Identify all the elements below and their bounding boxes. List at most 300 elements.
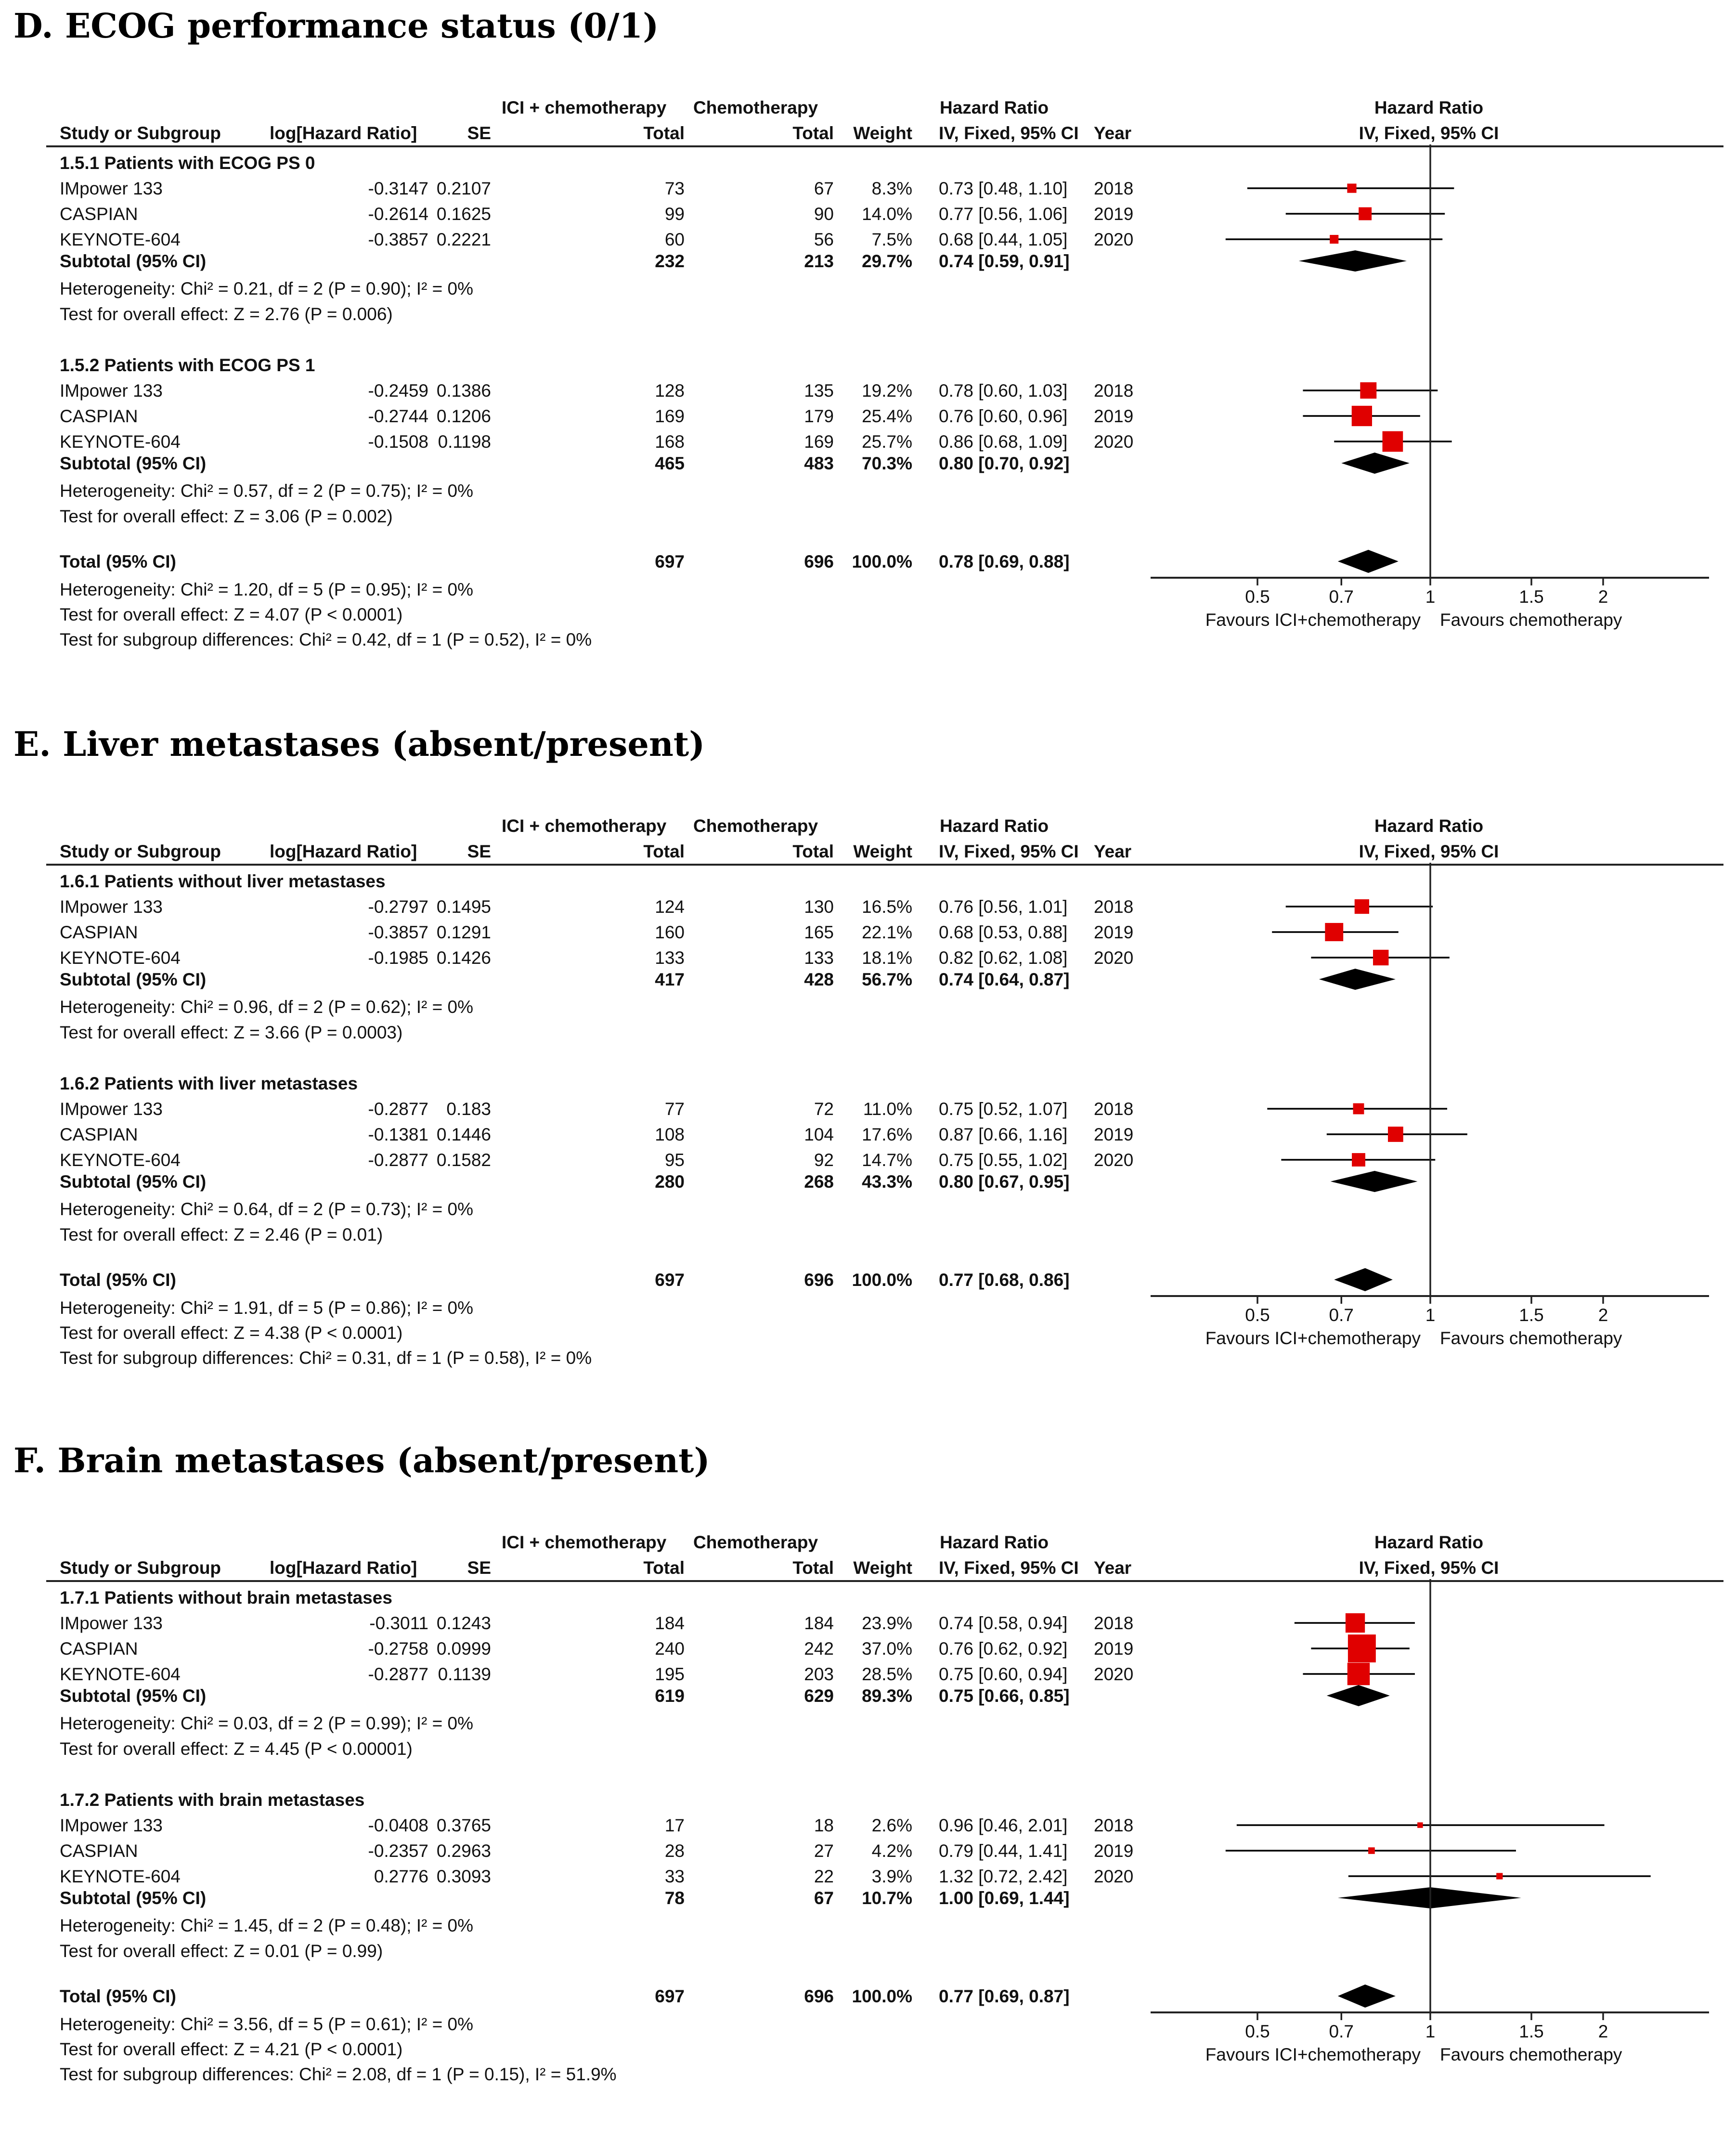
chemo-total-value: 56 (814, 230, 834, 249)
ici-total-value: 60 (664, 230, 685, 249)
chemo-total-header: Total (792, 842, 834, 861)
study-marker (1352, 1153, 1365, 1167)
hr-method-header: IV, Fixed, 95% CI (939, 123, 1079, 143)
year-header: Year (1094, 842, 1132, 861)
loghr-value: -0.3857 (368, 230, 428, 249)
subtotal-weight: 29.7% (862, 251, 912, 271)
subtotal-chemo-total: 483 (804, 454, 834, 473)
favours-left-label: Favours ICI+chemotherapy (1205, 2045, 1421, 2064)
year-value: 2020 (1094, 1150, 1134, 1170)
tick-label: 0.5 (1245, 1305, 1270, 1325)
ci-value: 0.75 [0.60, 0.94] (939, 1664, 1068, 1684)
subtotal-label: Subtotal (95% CI) (60, 251, 207, 271)
study-header: Study or Subgroup (60, 842, 221, 861)
se-value: 0.2107 (436, 179, 491, 198)
heterogeneity-text: Heterogeneity: Chi² = 1.45, df = 2 (P = 0.48); I² = 0% (60, 1916, 474, 1935)
chemo-total-value: 130 (804, 897, 834, 917)
subtotal-diamond (1319, 969, 1396, 990)
se-header: SE (467, 123, 491, 143)
se-value: 0.183 (446, 1099, 491, 1119)
subtotal-label: Subtotal (95% CI) (60, 1172, 207, 1192)
se-header: SE (467, 1558, 491, 1578)
ci-value: 0.77 [0.56, 1.06] (939, 204, 1068, 224)
heterogeneity-text: Heterogeneity: Chi² = 0.57, df = 2 (P = 0.75); I² = 0% (60, 481, 474, 501)
chemo-total-value: 179 (804, 406, 834, 426)
se-value: 0.1243 (436, 1613, 491, 1633)
loghr-value: -0.2614 (368, 204, 428, 224)
se-value: 0.3093 (436, 1867, 491, 1886)
year-value: 2019 (1094, 922, 1134, 942)
subtotal-label: Subtotal (95% CI) (60, 970, 207, 989)
study-marker (1496, 1873, 1503, 1879)
study-marker (1373, 950, 1388, 965)
study-name: IMpower 133 (60, 897, 163, 917)
ici-total-value: 184 (655, 1613, 685, 1633)
total-chemo: 696 (804, 1986, 834, 2006)
subtotal-chemo-total: 629 (804, 1686, 834, 1706)
study-marker (1360, 382, 1376, 399)
footer-text: Test for subgroup differences: Chi² = 0.31, df = 1 (P = 0.58), I² = 0% (60, 1348, 592, 1368)
chemo-total-value: 104 (804, 1125, 834, 1144)
tick-label: 1 (1425, 1305, 1436, 1325)
study-marker (1352, 406, 1372, 426)
se-value: 0.1426 (436, 948, 491, 968)
loghr-value: -0.1985 (368, 948, 428, 968)
loghr-value: -0.2459 (368, 381, 428, 401)
year-value: 2019 (1094, 1841, 1134, 1861)
panel-title: D. ECOG performance status (0/1) (13, 6, 659, 46)
ici-total-value: 160 (655, 922, 685, 942)
subtotal-label: Subtotal (95% CI) (60, 454, 207, 473)
chemo-group-header: Chemotherapy (693, 1532, 818, 1552)
subtotal-chemo-total: 213 (804, 251, 834, 271)
weight-value: 23.9% (862, 1613, 912, 1633)
se-value: 0.2221 (436, 230, 491, 249)
study-marker (1347, 1663, 1370, 1685)
study-name: KEYNOTE-604 (60, 948, 181, 968)
favours-right-label: Favours chemotherapy (1440, 1328, 1622, 1348)
overall-effect-text: Test for overall effect: Z = 4.45 (P < 0.00001) (60, 1739, 413, 1759)
subtotal-chemo-total: 428 (804, 970, 834, 989)
weight-header: Weight (853, 1558, 912, 1578)
hr-method-header: IV, Fixed, 95% CI (939, 1558, 1079, 1578)
chemo-total-value: 72 (814, 1099, 834, 1119)
subgroup-title: 1.6.2 Patients with liver metastases (60, 1074, 358, 1093)
weight-value: 7.5% (871, 230, 912, 249)
ici-total-value: 99 (664, 204, 685, 224)
study-name: IMpower 133 (60, 179, 163, 198)
hr-method-header: IV, Fixed, 95% CI (939, 842, 1079, 861)
loghr-header: log[Hazard Ratio] (270, 842, 417, 861)
study-marker (1359, 208, 1372, 220)
ci-value: 0.73 [0.48, 1.10] (939, 179, 1068, 198)
plot-method-header: IV, Fixed, 95% CI (1359, 123, 1499, 143)
ici-total-value: 128 (655, 381, 685, 401)
year-value: 2018 (1094, 1816, 1134, 1835)
subtotal-ici-total: 619 (655, 1686, 685, 1706)
subtotal-ci: 1.00 [0.69, 1.44] (939, 1888, 1070, 1908)
total-ci: 0.77 [0.69, 0.87] (939, 1986, 1070, 2006)
ici-total-value: 169 (655, 406, 685, 426)
subtotal-ici-total: 232 (655, 251, 685, 271)
weight-value: 28.5% (862, 1664, 912, 1684)
subtotal-weight: 43.3% (862, 1172, 912, 1192)
ci-value: 0.76 [0.60, 0.96] (939, 406, 1068, 426)
ci-value: 0.74 [0.58, 0.94] (939, 1613, 1068, 1633)
plot-hr-title-header: Hazard Ratio (1374, 816, 1484, 836)
loghr-header: log[Hazard Ratio] (270, 1558, 417, 1578)
subtotal-label: Subtotal (95% CI) (60, 1686, 207, 1706)
plot-method-header: IV, Fixed, 95% CI (1359, 1558, 1499, 1578)
overall-effect-text: Test for overall effect: Z = 2.46 (P = 0.01) (60, 1225, 383, 1245)
panel-title: E. Liver metastases (absent/present) (13, 724, 705, 764)
year-value: 2018 (1094, 1613, 1134, 1633)
year-value: 2020 (1094, 230, 1134, 249)
weight-value: 3.9% (871, 1867, 912, 1886)
footer-text: Test for subgroup differences: Chi² = 2.08, df = 1 (P = 0.15), I² = 51.9% (60, 2064, 617, 2084)
subgroup-title: 1.5.1 Patients with ECOG PS 0 (60, 153, 315, 173)
total-chemo: 696 (804, 1270, 834, 1290)
ici-total-value: 33 (664, 1867, 685, 1886)
tick-label: 1.5 (1519, 2022, 1544, 2041)
year-header: Year (1094, 1558, 1132, 1578)
se-value: 0.1582 (436, 1150, 491, 1170)
tick-label: 0.7 (1329, 1305, 1354, 1325)
overall-effect-text: Test for overall effect: Z = 3.66 (P = 0.0003) (60, 1023, 403, 1042)
weight-value: 8.3% (871, 179, 912, 198)
subtotal-weight: 56.7% (862, 970, 912, 989)
subtotal-label: Subtotal (95% CI) (60, 1888, 207, 1908)
chemo-group-header: Chemotherapy (693, 98, 818, 117)
chemo-total-value: 22 (814, 1867, 834, 1886)
chemo-total-value: 135 (804, 381, 834, 401)
year-value: 2018 (1094, 179, 1134, 198)
study-name: CASPIAN (60, 204, 138, 224)
study-marker (1388, 1127, 1403, 1142)
study-marker (1348, 1634, 1376, 1662)
footer-text: Test for overall effect: Z = 4.21 (P < 0.0001) (60, 2039, 403, 2059)
subgroup-title: 1.5.2 Patients with ECOG PS 1 (60, 355, 315, 375)
se-value: 0.1495 (436, 897, 491, 917)
weight-value: 37.0% (862, 1639, 912, 1659)
weight-value: 18.1% (862, 948, 912, 968)
subtotal-chemo-total: 268 (804, 1172, 834, 1192)
footer-text: Test for subgroup differences: Chi² = 0.42, df = 1 (P = 0.52), I² = 0% (60, 630, 592, 649)
loghr-value: -0.2877 (368, 1664, 428, 1684)
weight-value: 16.5% (862, 897, 912, 917)
weight-value: 4.2% (871, 1841, 912, 1861)
chemo-group-header: Chemotherapy (693, 816, 818, 836)
subtotal-diamond (1331, 1171, 1418, 1192)
subtotal-ci: 0.75 [0.66, 0.85] (939, 1686, 1070, 1706)
footer-text: Test for overall effect: Z = 4.07 (P < 0.0001) (60, 605, 403, 624)
study-name: KEYNOTE-604 (60, 230, 181, 249)
total-ci: 0.78 [0.69, 0.88] (939, 552, 1070, 571)
ici-total-value: 108 (655, 1125, 685, 1144)
weight-value: 19.2% (862, 381, 912, 401)
overall-effect-text: Test for overall effect: Z = 3.06 (P = 0.002) (60, 506, 393, 526)
chemo-total-value: 133 (804, 948, 834, 968)
ici-total-value: 17 (664, 1816, 685, 1835)
study-name: KEYNOTE-604 (60, 1150, 181, 1170)
footer-text: Heterogeneity: Chi² = 1.20, df = 5 (P = 0.95); I² = 0% (60, 580, 474, 599)
study-name: IMpower 133 (60, 1613, 163, 1633)
loghr-header: log[Hazard Ratio] (270, 123, 417, 143)
subgroup-title: 1.7.1 Patients without brain metastases (60, 1588, 392, 1608)
total-diamond (1338, 550, 1399, 573)
heterogeneity-text: Heterogeneity: Chi² = 0.64, df = 2 (P = 0.73); I² = 0% (60, 1199, 474, 1219)
loghr-value: -0.3147 (368, 179, 428, 198)
loghr-value: -0.0408 (368, 1816, 428, 1835)
se-value: 0.1198 (438, 432, 491, 452)
study-name: CASPIAN (60, 1639, 138, 1659)
weight-header: Weight (853, 842, 912, 861)
tick-label: 0.5 (1245, 2022, 1270, 2041)
total-weight: 100.0% (852, 552, 912, 571)
study-marker (1347, 183, 1356, 193)
subtotal-ici-total: 417 (655, 970, 685, 989)
ci-value: 0.82 [0.62, 1.08] (939, 948, 1068, 968)
ci-value: 0.76 [0.56, 1.01] (939, 897, 1068, 917)
chemo-total-value: 18 (814, 1816, 834, 1835)
ci-value: 0.78 [0.60, 1.03] (939, 381, 1068, 401)
study-marker (1383, 431, 1403, 452)
hr-title-header: Hazard Ratio (940, 816, 1049, 836)
year-value: 2019 (1094, 1639, 1134, 1659)
loghr-value: -0.2877 (368, 1099, 428, 1119)
tick-label: 0.7 (1329, 587, 1354, 607)
loghr-value: -0.2877 (368, 1150, 428, 1170)
loghr-value: -0.2758 (368, 1639, 428, 1659)
loghr-value: -0.1508 (368, 432, 428, 452)
plot-method-header: IV, Fixed, 95% CI (1359, 842, 1499, 861)
tick-label: 0.7 (1329, 2022, 1354, 2041)
ici-total-value: 133 (655, 948, 685, 968)
ici-total-header: Total (643, 123, 685, 143)
year-value: 2018 (1094, 381, 1134, 401)
se-value: 0.3765 (436, 1816, 491, 1835)
year-value: 2018 (1094, 1099, 1134, 1119)
se-value: 0.1386 (436, 381, 491, 401)
study-name: CASPIAN (60, 1125, 138, 1144)
study-name: IMpower 133 (60, 381, 163, 401)
se-value: 0.1206 (436, 406, 491, 426)
total-ici: 697 (655, 552, 685, 571)
year-value: 2018 (1094, 897, 1134, 917)
tick-label: 1.5 (1519, 1305, 1544, 1325)
total-weight: 100.0% (852, 1270, 912, 1290)
hr-title-header: Hazard Ratio (940, 98, 1049, 117)
chemo-total-value: 242 (804, 1639, 834, 1659)
overall-effect-text: Test for overall effect: Z = 0.01 (P = 0.99) (60, 1941, 383, 1961)
weight-value: 25.7% (862, 432, 912, 452)
total-ici: 697 (655, 1270, 685, 1290)
ici-group-header: ICI + chemotherapy (502, 816, 667, 836)
ci-value: 1.32 [0.72, 2.42] (939, 1867, 1068, 1886)
total-label: Total (95% CI) (60, 552, 176, 571)
loghr-value: -0.3857 (368, 922, 428, 942)
ici-total-value: 124 (655, 897, 685, 917)
ici-group-header: ICI + chemotherapy (502, 98, 667, 117)
se-value: 0.0999 (436, 1639, 491, 1659)
chemo-total-value: 27 (814, 1841, 834, 1861)
ici-total-value: 73 (664, 179, 685, 198)
ci-value: 0.68 [0.44, 1.05] (939, 230, 1068, 249)
weight-value: 11.0% (863, 1099, 912, 1119)
subtotal-weight: 10.7% (862, 1888, 912, 1908)
study-name: IMpower 133 (60, 1816, 163, 1835)
loghr-value: -0.3011 (369, 1613, 428, 1633)
se-value: 0.1625 (436, 204, 491, 224)
study-name: IMpower 133 (60, 1099, 163, 1119)
se-value: 0.2963 (436, 1841, 491, 1861)
study-marker (1325, 923, 1343, 941)
plot-hr-title-header: Hazard Ratio (1374, 1532, 1484, 1552)
tick-label: 1 (1425, 2022, 1436, 2041)
hr-title-header: Hazard Ratio (940, 1532, 1049, 1552)
ici-total-value: 168 (655, 432, 685, 452)
ci-value: 0.68 [0.53, 0.88] (939, 922, 1068, 942)
study-name: KEYNOTE-604 (60, 1664, 181, 1684)
ici-total-value: 28 (664, 1841, 685, 1861)
heterogeneity-text: Heterogeneity: Chi² = 0.96, df = 2 (P = 0.62); I² = 0% (60, 997, 474, 1017)
ici-total-header: Total (643, 842, 685, 861)
subtotal-ci: 0.80 [0.70, 0.92] (939, 454, 1070, 473)
weight-value: 2.6% (871, 1816, 912, 1835)
chemo-total-value: 165 (804, 922, 834, 942)
ci-value: 0.75 [0.52, 1.07] (939, 1099, 1068, 1119)
tick-label: 2 (1598, 2022, 1608, 2041)
ici-total-value: 77 (664, 1099, 685, 1119)
loghr-value: -0.1381 (368, 1125, 428, 1144)
total-label: Total (95% CI) (60, 1270, 176, 1290)
se-value: 0.1139 (438, 1664, 491, 1684)
weight-header: Weight (853, 123, 912, 143)
study-marker (1355, 899, 1369, 914)
subtotal-weight: 89.3% (862, 1686, 912, 1706)
weight-value: 14.0% (862, 204, 912, 224)
se-value: 0.1446 (436, 1125, 491, 1144)
loghr-value: -0.2797 (368, 897, 428, 917)
study-name: CASPIAN (60, 1841, 138, 1861)
subgroup-title: 1.6.1 Patients without liver metastases (60, 871, 386, 891)
subtotal-ci: 0.74 [0.64, 0.87] (939, 970, 1070, 989)
chemo-total-value: 90 (814, 204, 834, 224)
tick-label: 1 (1425, 587, 1436, 607)
year-value: 2019 (1094, 406, 1134, 426)
year-value: 2020 (1094, 948, 1134, 968)
ici-group-header: ICI + chemotherapy (502, 1532, 667, 1552)
chemo-total-header: Total (792, 123, 834, 143)
study-marker (1330, 235, 1338, 244)
chemo-total-value: 92 (814, 1150, 834, 1170)
subtotal-ici-total: 78 (664, 1888, 685, 1908)
study-name: KEYNOTE-604 (60, 432, 181, 452)
total-chemo: 696 (804, 552, 834, 571)
total-ici: 697 (655, 1986, 685, 2006)
subtotal-ci: 0.74 [0.59, 0.91] (939, 251, 1070, 271)
weight-value: 25.4% (862, 406, 912, 426)
ci-value: 0.87 [0.66, 1.16] (939, 1125, 1068, 1144)
heterogeneity-text: Heterogeneity: Chi² = 0.03, df = 2 (P = 0.99); I² = 0% (60, 1713, 474, 1733)
ici-total-value: 240 (655, 1639, 685, 1659)
chemo-total-value: 169 (804, 432, 834, 452)
year-value: 2019 (1094, 204, 1134, 224)
subtotal-weight: 70.3% (862, 454, 912, 473)
plot-hr-title-header: Hazard Ratio (1374, 98, 1484, 117)
tick-label: 2 (1598, 1305, 1608, 1325)
footer-text: Heterogeneity: Chi² = 3.56, df = 5 (P = 0.61); I² = 0% (60, 2014, 474, 2034)
year-header: Year (1094, 123, 1132, 143)
chemo-total-header: Total (792, 1558, 834, 1578)
ci-value: 0.76 [0.62, 0.92] (939, 1639, 1068, 1659)
tick-label: 2 (1598, 587, 1608, 607)
study-header: Study or Subgroup (60, 123, 221, 143)
ci-value: 0.86 [0.68, 1.09] (939, 432, 1068, 452)
year-value: 2020 (1094, 1867, 1134, 1886)
favours-left-label: Favours ICI+chemotherapy (1205, 610, 1421, 630)
favours-right-label: Favours chemotherapy (1440, 610, 1622, 630)
study-marker (1417, 1822, 1423, 1828)
loghr-value: 0.2776 (374, 1867, 428, 1886)
panel-title: F. Brain metastases (absent/present) (13, 1440, 710, 1480)
total-weight: 100.0% (852, 1986, 912, 2006)
tick-label: 0.5 (1245, 587, 1270, 607)
total-diamond (1338, 1984, 1396, 2008)
study-name: KEYNOTE-604 (60, 1867, 181, 1886)
weight-value: 17.6% (862, 1125, 912, 1144)
weight-value: 22.1% (862, 922, 912, 942)
ci-value: 0.79 [0.44, 1.41] (939, 1841, 1068, 1861)
study-header: Study or Subgroup (60, 1558, 221, 1578)
se-header: SE (467, 842, 491, 861)
year-value: 2019 (1094, 1125, 1134, 1144)
year-value: 2020 (1094, 1664, 1134, 1684)
subtotal-diamond (1327, 1685, 1390, 1706)
chemo-total-value: 203 (804, 1664, 834, 1684)
chemo-total-value: 184 (804, 1613, 834, 1633)
study-name: CASPIAN (60, 922, 138, 942)
ici-total-header: Total (643, 1558, 685, 1578)
ici-total-value: 95 (664, 1150, 685, 1170)
subtotal-diamond (1341, 453, 1410, 474)
chemo-total-value: 67 (814, 179, 834, 198)
total-diamond (1334, 1268, 1393, 1291)
total-label: Total (95% CI) (60, 1986, 176, 2006)
tick-label: 1.5 (1519, 587, 1544, 607)
footer-text: Test for overall effect: Z = 4.38 (P < 0.0001) (60, 1323, 403, 1343)
weight-value: 14.7% (862, 1150, 912, 1170)
subtotal-diamond (1299, 250, 1407, 272)
footer-text: Heterogeneity: Chi² = 1.91, df = 5 (P = 0.86); I² = 0% (60, 1298, 474, 1318)
ici-total-value: 195 (655, 1664, 685, 1684)
study-name: CASPIAN (60, 406, 138, 426)
study-marker (1368, 1847, 1375, 1854)
subtotal-chemo-total: 67 (814, 1888, 834, 1908)
loghr-value: -0.2357 (368, 1841, 428, 1861)
ci-value: 0.75 [0.55, 1.02] (939, 1150, 1068, 1170)
study-marker (1353, 1103, 1364, 1115)
year-value: 2020 (1094, 432, 1134, 452)
heterogeneity-text: Heterogeneity: Chi² = 0.21, df = 2 (P = 0.90); I² = 0% (60, 279, 474, 298)
favours-left-label: Favours ICI+chemotherapy (1205, 1328, 1421, 1348)
subgroup-title: 1.7.2 Patients with brain metastases (60, 1790, 365, 1810)
ci-value: 0.96 [0.46, 2.01] (939, 1816, 1068, 1835)
favours-right-label: Favours chemotherapy (1440, 2045, 1622, 2064)
subtotal-ci: 0.80 [0.67, 0.95] (939, 1172, 1070, 1192)
subtotal-ici-total: 280 (655, 1172, 685, 1192)
overall-effect-text: Test for overall effect: Z = 2.76 (P = 0.006) (60, 304, 393, 324)
